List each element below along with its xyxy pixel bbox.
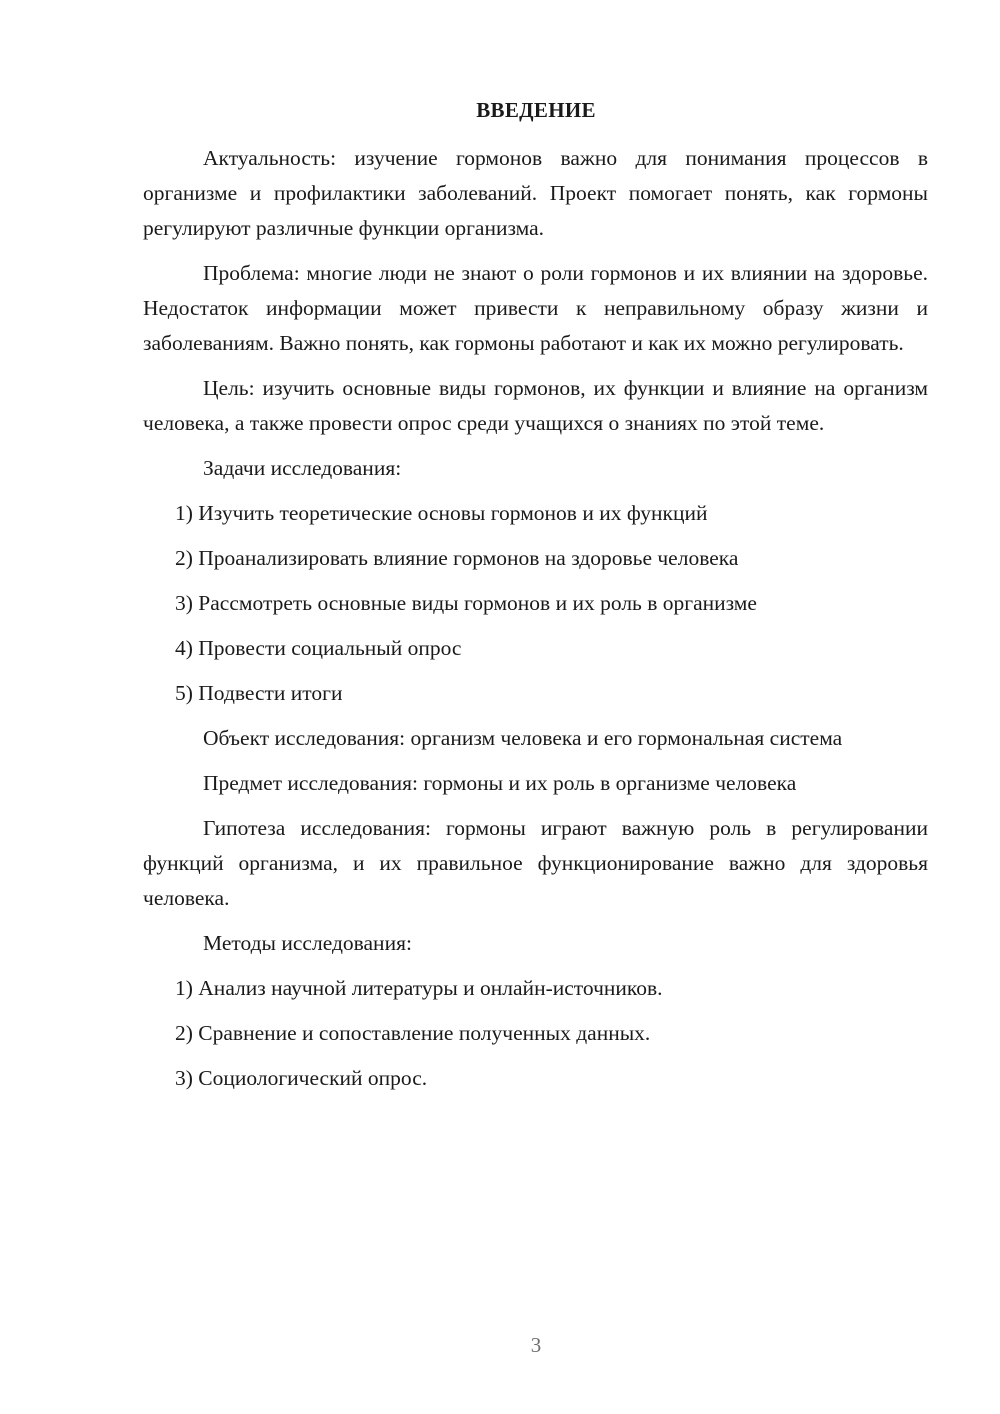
list-item: 5) Подвести итоги: [175, 681, 343, 705]
problem-paragraph: Проблема: многие люди не знают о роли гормонов и их влиянии на здоровье. Недостаток информации может привести к неправильному образу жизни и заболеваниям. Важно понять, как гормоны работают и как их можно регулировать.: [143, 261, 928, 355]
list-item: 2) Проанализировать влияние гормонов на здоровье человека: [175, 546, 739, 570]
list-item: 1) Анализ научной литературы и онлайн-источников.: [175, 976, 663, 1000]
subject-paragraph: Предмет исследования: гормоны и их роль в организме человека: [203, 771, 797, 795]
list-item: 1) Изучить теоретические основы гормонов и их функций: [175, 501, 708, 525]
page-number: 3: [530, 1333, 542, 1357]
tasks-list: [143, 496, 928, 711]
methods-title: Методы исследования:: [203, 931, 412, 955]
hypothesis-paragraph: Гипотеза исследования: гормоны играют важную роль в регулировании функций организма, и их правильное функционирование важно для здоровья человека.: [143, 816, 928, 910]
relevance-paragraph: Актуальность: изучение гормонов важно для понимания процессов в организме и профилактики заболеваний. Проект помогает понять, как гормоны регулируют различные функции организма.: [143, 146, 928, 240]
list-item: 4) Провести социальный опрос: [175, 636, 462, 660]
list-item: 3) Рассмотреть основные виды гормонов и их роль в организме: [175, 591, 757, 615]
list-item: 2) Сравнение и сопоставление полученных данных.: [175, 1021, 651, 1045]
list-item: 3) Социологический опрос.: [175, 1066, 428, 1090]
goal-paragraph: Цель: изучить основные виды гормонов, их функции и влияние на организм человека, а также провести опрос среди учащихся о знаниях по этой теме.: [143, 376, 928, 435]
page-body: [143, 141, 928, 1106]
tasks-title: Задачи исследования:: [203, 456, 402, 480]
object-paragraph: Объект исследования: организм человека и его гормональная система: [203, 726, 843, 750]
methods-list: [143, 971, 928, 1096]
page-title: ВВЕДЕНИЕ: [476, 98, 596, 122]
